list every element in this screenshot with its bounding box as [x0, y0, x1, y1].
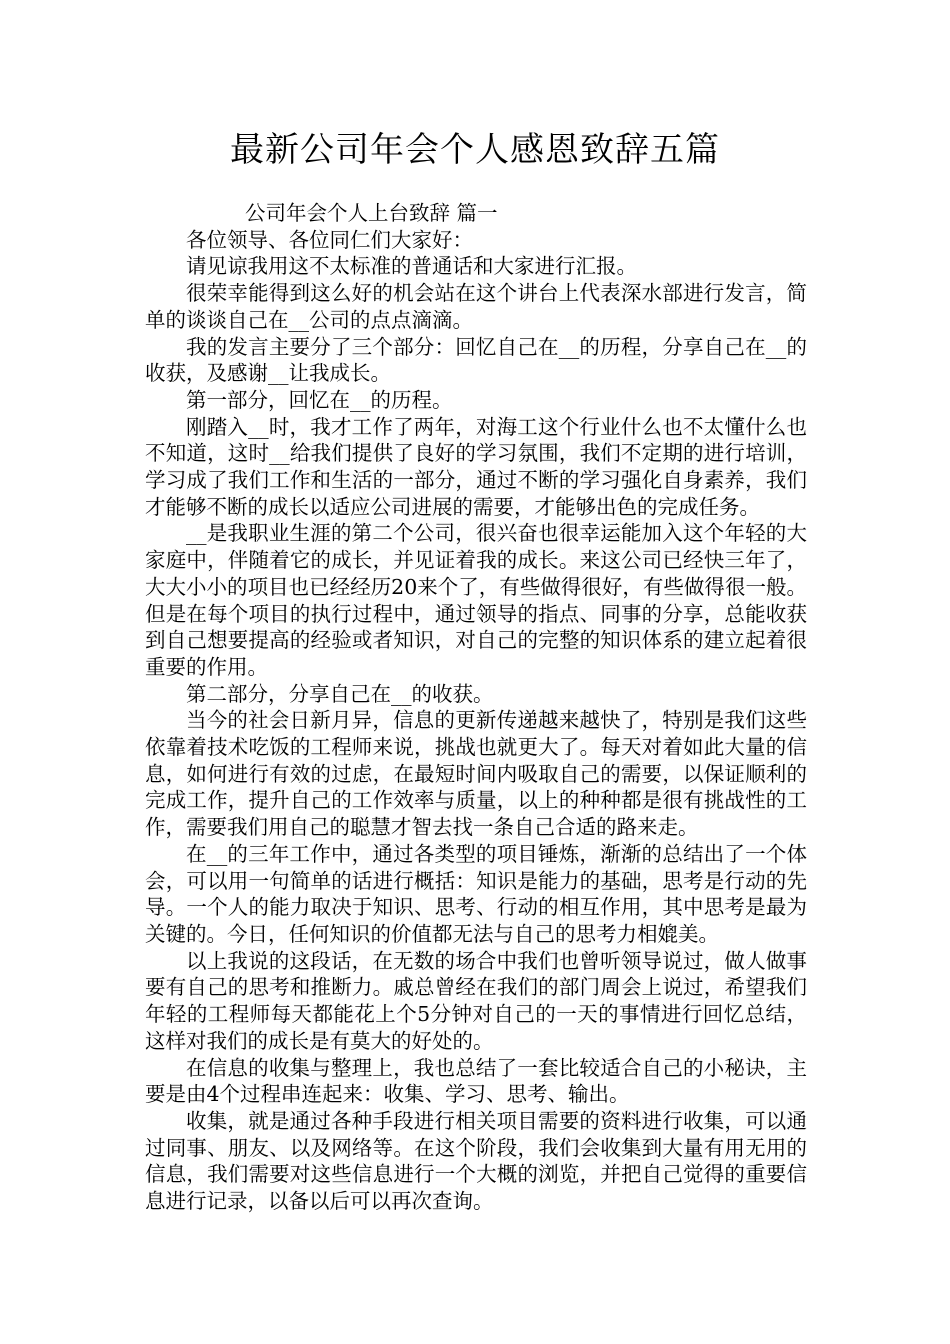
paragraph-leader-advice: 以上我说的这段话，在无数的场合中我们也曾听领导说过，做人做事要有自己的思考和推断力。戚总曾经在我们的部门周会上说过，希望我们年轻的工程师每天都能花上个5分钟对自己的一天的事情进行回忆总结，这样对我们的成长是有莫大的好处的。 [145, 948, 807, 1053]
paragraph-three-years: 在__的三年工作中，通过各类型的项目锤炼，渐渐的总结出了一个体会，可以用一句简单的话进行概括：知识是能力的基础，思考是行动的先导。一个人的能力取决于知识、思考、行动的相互作用，其中思考是最为关键的。今日，任何知识的价值都无法与自己的思考力相媲美。 [145, 841, 807, 946]
paragraph-part-one-heading: 第一部分，回忆在__的历程。 [186, 387, 453, 412]
paragraph-outline: 我的发言主要分了三个部分：回忆自己在__的历程，分享自己在__的收获，及感谢__让我成长。 [145, 334, 807, 386]
paragraph-collection: 收集，就是通过各种手段进行相关项目需要的资料进行收集，可以通过同事、朋友、以及网络等。在这个阶段，我们会收集到大量有用无用的信息，我们需要对这些信息进行一个大概的浏览，并把自己觉得的重要信息进行记录，以备以后可以再次查询。 [145, 1108, 807, 1214]
paragraph-apology: 请见谅我用这不太标准的普通话和大家进行汇报。 [186, 254, 637, 279]
paragraph-info-method: 在信息的收集与整理上，我也总结了一套比较适合自己的小秘诀，主要是由4个过程串连起来：收集、学习、思考、输出。 [145, 1055, 807, 1107]
document-title: 最新公司年会个人感恩致辞五篇 [230, 130, 720, 170]
paragraph-second-company: __是我职业生涯的第二个公司，很兴奋也很幸运能加入这个年轻的大家庭中，伴随着它的成长，并见证着我的成长。来这公司已经快三年了，大大小小的项目也已经经历20来个了，有些做得很好，有些做得很一般。但是在每个项目的执行过程中，通过领导的指点、同事的分享，总能收获到自己想要提高的经验或者知识，对自己的完整的知识体系的建立起着很重要的作用。 [145, 521, 807, 679]
document-body [145, 200, 807, 1215]
paragraph-greeting: 各位领导、各位同仁们大家好： [186, 227, 473, 252]
paragraph-honor: 很荣幸能得到这么好的机会站在这个讲台上代表深水部进行发言，简单的谈谈自己在__公司的点点滴滴。 [145, 281, 807, 332]
paragraph-first-years: 刚踏入__时，我才工作了两年，对海工这个行业什么也不太懂什么也不知道，这时__给我们提供了良好的学习氛围，我们不定期的进行培训，学习成了我们工作和生活的一部分，通过不断的学习强化自身素养，我们才能够不断的成长以适应公司进展的需要，才能够出色的完成任务。 [145, 414, 807, 519]
section-heading: 公司年会个人上台致辞 篇一 [245, 201, 498, 225]
paragraph-information-age: 当今的社会日新月异，信息的更新传递越来越快了，特别是我们这些依靠着技术吃饭的工程师来说，挑战也就更大了。每天对着如此大量的信息，如何进行有效的过虑，在最短时间内吸取自己的需要，以保证顺利的完成工作，提升自己的工作效率与质量，以上的种种都是很有挑战性的工作，需要我们用自己的聪慧才智去找一条自己合适的路来走。 [145, 708, 807, 840]
paragraph-part-two-heading: 第二部分，分享自己在__的收获。 [186, 681, 494, 706]
